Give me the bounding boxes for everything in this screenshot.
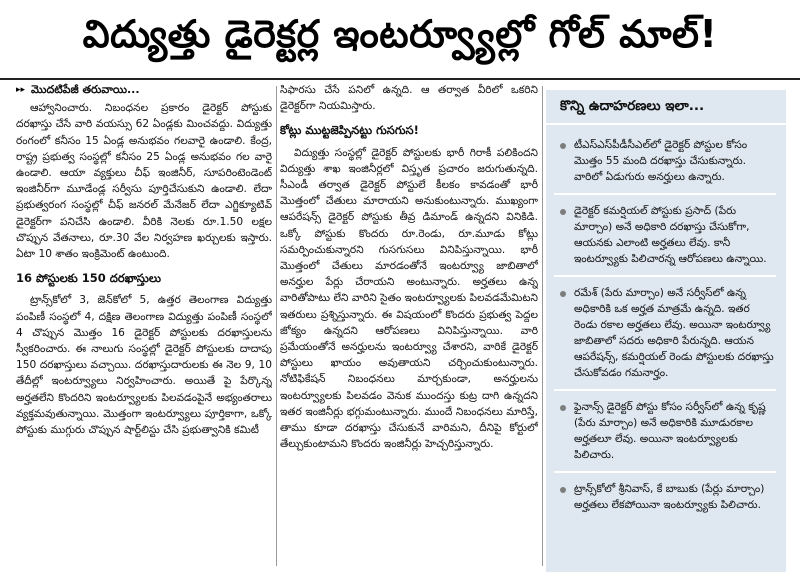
bullet-icon xyxy=(560,291,566,297)
sidebar-title: కొన్ని ఉదాహరణలు ఇలా... xyxy=(546,90,786,125)
section-subhead: కోట్లు ముట్టజెప్పినట్టు గుసగుస! xyxy=(280,123,419,138)
column-divider xyxy=(276,86,277,566)
list-item-text: టీఎస్ఎస్‌పీడీసీఎల్‌లో డైరెక్టర్ పోస్టుల కోసం మొత్తం 55 మంది దరఖాస్తు చేసుకున్నారు. వారిలో ఏడుగురు అనర్హులు ఉన్నారు. xyxy=(574,139,748,183)
paragraph: ఆహ్వానించారు. నిబంధనల ప్రకారం డైరెక్టర్ పోస్టుకు దరఖాస్తు చేసే వారి వయస్సు 62 ఏండ్లకు మించవద్దు. విద్యుత్తు రంగంలో కనీసం 15 ఏండ్ల అనుభవం గలవారై ఉండాలి. కేంద్ర, రాష్ట్ర ప్రభుత్వ సంస్థల్లో కనీసం 25 ఏండ్ల అనుభవం గల వారై ఉండాలి. ఆయా వ్యక్తులు చీఫ్ ఇంజినీర్, సూపరింటెండెంట్ ఇంజినీర్‌గా మూడేండ్ల సర్వీసు పూర్తిచేసుకుని ఉండాలి. లేదా ప్రభుత్వరంగ సంస్థల్లో చీఫ్ జనరల్ మేనేజర్ లేదా ఎగ్జిక్యూటివ్ డైరెక్టర్‌గా పనిచేసి ఉండాలి. వీరికి నెలకు రూ.1.50 లక్షల చొప్పున వేతనాలు, రూ.30 వేల నిర్వహణ ఖర్చులకు ఇస్తారు. ఏటా 10 శాతం ఇంక్రిమెంట్ ఉంటుంది. xyxy=(16,102,272,261)
headline: విద్యుత్తు డైరెక్టర్ల ఇంటర్వ్యూల్లో గోల్ మాల్! xyxy=(82,12,718,56)
list-item-text: ట్రాన్స్‌కోలో శ్రీనివాస్, కే బాబుకు (పేర్లు మార్చాం) అర్హతలు లేకపోయినా ఇంటర్వ్యూకు పిలిచారు. xyxy=(574,483,765,511)
list-item xyxy=(554,277,776,391)
list-item-text: ఫైనాన్స్ డైరెక్టర్ పోస్టు కోసం సర్వీస్‌లో ఉన్న కృష్ణ (పేరు మార్చాం) అనే అధికారికి మూడురకాల అర్హతలూ లేవు. అయినా ఇంటర్వ్యూలకు పిలిచారు. xyxy=(574,401,766,461)
section-subhead: 16 పోస్టులకు 150 దరఖాస్తులు xyxy=(16,271,161,286)
article-column-1 xyxy=(16,82,272,572)
paragraph: విద్యుత్తు సంస్థల్లో డైరెక్టర్ పోస్టులకు భారీ గిరాకీ పలికిందని విద్యుత్తు శాఖ ఇంజినీర్లలో విస్తృత ప్రచారం జరుగుతున్నది. సీఎండీ తర్వాత డైరెక్టర్ పోస్టులే కీలకం కావడంతో భారీ మొత్తంలో చేతులు మారాయని అనుకుంటున్నారు. ముఖ్యంగా ఆపరేషన్స్ డైరెక్టర్ పోస్టుకు తీవ్ర డిమాండ్ ఉన్నదని వినికిడి. ఒక్కో పోస్టుకు కొందరు రూ.రెండు, రూ.మూడు కోట్లు సమర్పించుకున్నారని గుసగుసలు వినిపిస్తున్నాయి. భారీ మొత్తంలో చేతులు మారడంతోనే ఇంటర్వ్యూ జాబితాలో అనర్హుల పేర్లు చేరాయని అంటున్నారు. అర్హతలు ఉన్న వారితోపాటు లేని వారిని సైతం ఇంటర్వ్యూలకు పిలవడమేమిటని ఇతరులు ప్రశ్నిస్తున్నారు. ఈ విషయంలో కొందరు ప్రభుత్వ పెద్దల జోక్యం ఉన్నదని ఆరోపణలు వినిపిస్తున్నాయి. వారి ప్రమేయంతోనే అనర్హులను ఇంటర్వ్యూ చేశారని, వారికే డైరెక్టర్ పోస్టులు ఖాయం అవుతాయని చర్చించుకుంటున్నారు. నోటిఫికేషన్ నిబంధనలు మార్చకుండా, అనర్హులను ఇంటర్వ్యూలకు పిలవడం వెనుక ముందస్తు కుట్ర దాగి ఉన్నదని ఇతర ఇంజినీర్లు భగ్గుమంటున్నారు. ముందే నిబంధనలు మారిస్తే, తాము కూడా దరఖాస్తు చేసుకునే వారిమని, దీనిపై కోర్టులో తేల్చుకుంటామని కొందరు ఇంజినీర్లు హెచ్చరిస్తున్నారు. xyxy=(280,146,538,451)
bullet-icon xyxy=(560,405,566,411)
arrow-icon: ▸▸ xyxy=(16,85,26,95)
list-item xyxy=(554,129,776,195)
list-item xyxy=(554,195,776,277)
paragraph: ట్రాన్స్‌కోలో 3, జెన్‌కోలో 5, ఉత్తర తెలంగాణ విద్యుత్తు పంపిణీ సంస్థలో 4, దక్షిణ తెలంగాణ విద్యుత్తు పంపిణీ సంస్థలో 4 చొప్పున మొత్తం 16 డైరెక్టర్ పోస్టులకు దరఖాస్తులను స్వీకరించారు. ఈ నాలుగు సంస్థల్లో డైరెక్టర్ పోస్టులకు దాదాపు 150 దరఖాస్తులు వచ్చాయి. దరఖాస్తుదారులకు ఈ నెల 9, 10 తేదీల్లో ఇంటర్వ్యూలు నిర్వహించారు. అయితే పై పేర్కొన్న అర్హతలేని కొందరిని ఇంటర్వ్యూలకు పిలవడంపైనే అభ్యంతరాలు వ్యక్తమవుతున్నాయి. మొత్తంగా ఇంటర్వ్యూలు పూర్తికాగా, ఒక్కో పోస్టుకు ముగ్గురు చొప్పున షార్ట్‌లిస్టు చేసి ప్రభుత్వానికి కమిటీ xyxy=(16,294,272,437)
column-divider xyxy=(542,86,543,566)
bullet-icon xyxy=(560,209,566,215)
kicker-text: మొదటిపేజీ తరువాయి... xyxy=(31,83,140,96)
paragraph: సిఫారసు చేసే పనిలో ఉన్నది. ఆ తర్వాత వీరిలో ఒకరిని డైరెక్టర్‌గా నియమిస్తారు. xyxy=(280,84,538,113)
headline-rule xyxy=(0,78,800,80)
list-item xyxy=(554,473,776,521)
continuation-kicker xyxy=(16,82,272,98)
bullet-icon xyxy=(560,487,566,493)
article-column-2 xyxy=(280,82,538,572)
list-item xyxy=(554,391,776,473)
list-item-text: రమేశ్ (పేరు మార్చాం) అనే సర్వీస్‌లో ఉన్న అధికారికి ఒక అర్హత మాత్రమే ఉన్నది. ఇతర రెండు రకాల అర్హతలు లేవు. అయినా ఇంటర్వ్యూ జాబితాలో సదరు అధికారి పేరున్నది. ఆయన ఆపరేషన్స్, కమర్షియల్ రెండు పోస్టులకు దరఖాస్తు చేసుకోవడం గమనార్హం. xyxy=(574,287,774,379)
examples-sidebar xyxy=(546,90,786,572)
examples-list xyxy=(546,125,786,521)
bullet-icon xyxy=(560,143,566,149)
list-item-text: డైరెక్టర్ కమర్షియల్ పోస్టుకు ప్రసాద్ (పేరు మార్చాం) అనే అధికారి దరఖాస్తు చేసుకోగా, ఆయనకు ఎలాంటి అర్హతలు లేవు. కానీ ఇంటర్వ్యూకు పిలిచారన్న ఆరోపణలు ఉన్నాయి. xyxy=(574,205,767,265)
